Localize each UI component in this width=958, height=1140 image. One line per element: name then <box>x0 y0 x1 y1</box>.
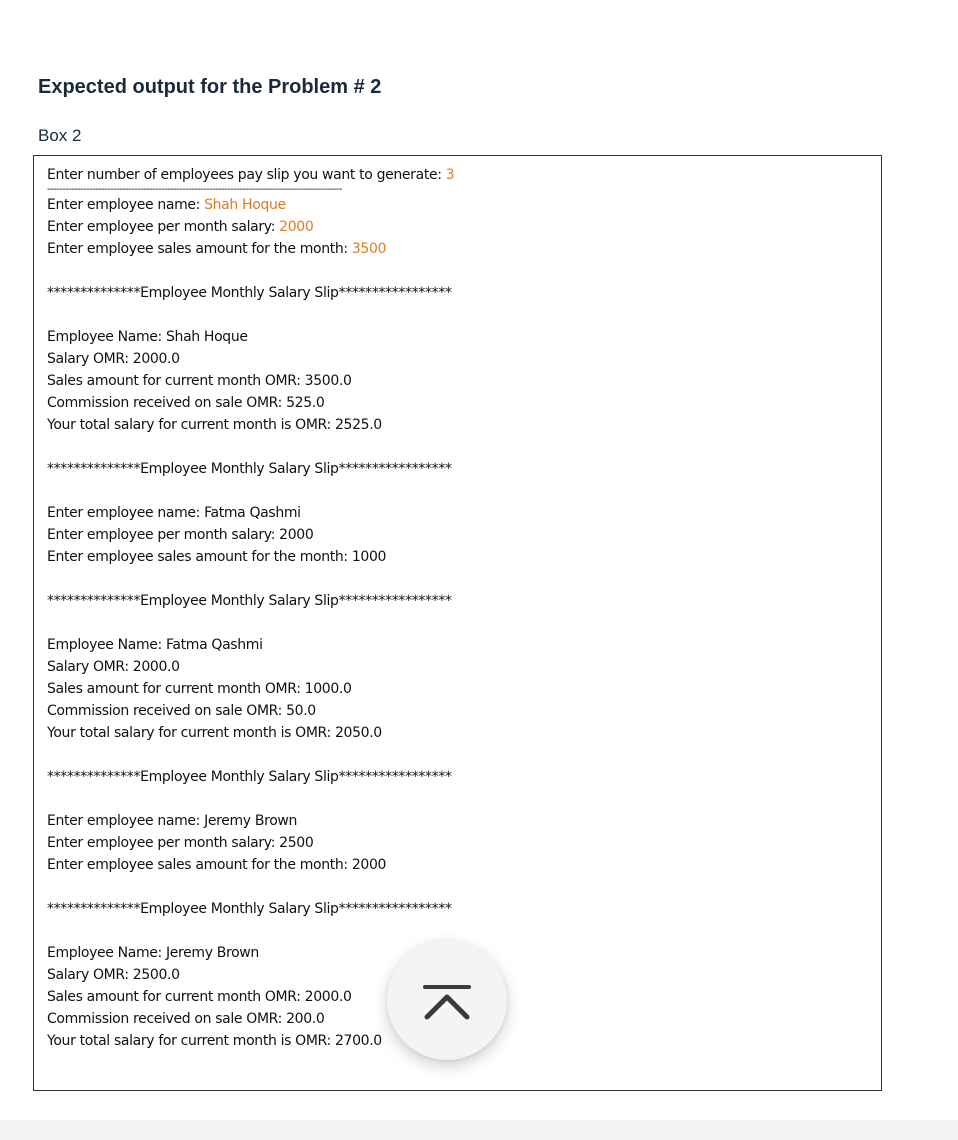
blank-line <box>47 304 868 326</box>
salary-input-value: 2000 <box>279 219 314 235</box>
salary-slip-banner: **************Employee Monthly Salary Slip***************** <box>47 901 452 917</box>
sales-input-value: 3500 <box>351 241 387 257</box>
employee-sales-prompt-line <box>47 854 868 876</box>
sales-prompt: Enter employee sales amount for the month: <box>47 549 352 565</box>
name-prompt: Enter employee name: <box>47 813 205 829</box>
sales-input-value: 2000 <box>351 857 387 873</box>
employee-name-prompt-line <box>47 194 868 216</box>
page-heading: Expected output for the Problem # 2 <box>38 76 382 98</box>
salary-input-value: 2500 <box>279 835 314 851</box>
blank-line <box>47 480 868 502</box>
blank-line <box>47 876 868 898</box>
salary-slip-banner: **************Employee Monthly Salary Slip***************** <box>47 769 452 785</box>
blank-line <box>47 436 868 458</box>
name-input-value: Shah Hoque <box>204 197 286 213</box>
scroll-to-top-button[interactable] <box>387 940 507 1060</box>
chevron-up-to-top-icon <box>387 940 507 1060</box>
salary-prompt: Enter employee per month salary: <box>47 219 280 235</box>
name-prompt: Enter employee name: <box>47 197 205 213</box>
sales-prompt: Enter employee sales amount for the month: <box>47 857 352 873</box>
name-input-value: Fatma Qashmi <box>204 505 301 521</box>
employee-name-prompt-line <box>47 502 868 524</box>
employee-sales-prompt-line <box>47 546 868 568</box>
blank-line <box>47 744 868 766</box>
employee-count-line <box>47 164 868 186</box>
footer-bar <box>0 1120 958 1140</box>
employee-sales-prompt-line <box>47 238 868 260</box>
employee-salary-prompt-line <box>47 832 868 854</box>
salary-prompt: Enter employee per month salary: <box>47 835 280 851</box>
slip-sales-amount: Sales amount for current month OMR: 1000.0 <box>47 681 352 697</box>
slip-employee-name: Employee Name: Jeremy Brown <box>47 945 259 961</box>
salary-prompt: Enter employee per month salary: <box>47 527 280 543</box>
name-input-value: Jeremy Brown <box>204 813 298 829</box>
blank-line <box>47 612 868 634</box>
slip-commission: Commission received on sale OMR: 200.0 <box>47 1011 325 1027</box>
slip-salary: Salary OMR: 2500.0 <box>47 967 180 983</box>
employee-name-prompt-line <box>47 810 868 832</box>
box-label: Box 2 <box>38 126 82 145</box>
salary-input-value: 2000 <box>279 527 314 543</box>
sales-input-value: 1000 <box>351 549 387 565</box>
slip-commission: Commission received on sale OMR: 50.0 <box>47 703 316 719</box>
blank-line <box>47 568 868 590</box>
count-prompt: Enter number of employees pay slip you want to generate: <box>47 167 446 183</box>
blank-line <box>47 260 868 282</box>
slip-total-salary: Your total salary for current month is OMR: 2525.0 <box>47 417 382 433</box>
slip-employee-name: Employee Name: Fatma Qashmi <box>47 637 263 653</box>
salary-slip-banner: **************Employee Monthly Salary Slip***************** <box>47 593 452 609</box>
name-prompt: Enter employee name: <box>47 505 205 521</box>
employee-salary-prompt-line <box>47 524 868 546</box>
count-input-value: 3 <box>445 167 455 183</box>
slip-sales-amount: Sales amount for current month OMR: 3500.0 <box>47 373 352 389</box>
slip-sales-amount: Sales amount for current month OMR: 2000.0 <box>47 989 352 1005</box>
salary-slip-banner: **************Employee Monthly Salary Slip***************** <box>47 461 452 477</box>
slip-commission: Commission received on sale OMR: 525.0 <box>47 395 325 411</box>
slip-total-salary: Your total salary for current month is OMR: 2700.0 <box>47 1033 382 1049</box>
employee-salary-prompt-line <box>47 216 868 238</box>
blank-line <box>47 920 868 942</box>
slip-total-salary: Your total salary for current month is OMR: 2050.0 <box>47 725 382 741</box>
separator-line: -------------------------------------------------------------------------------------------------- <box>47 186 342 194</box>
sales-prompt: Enter employee sales amount for the month: <box>47 241 352 257</box>
slip-salary: Salary OMR: 2000.0 <box>47 351 180 367</box>
slip-employee-name: Employee Name: Shah Hoque <box>47 329 248 345</box>
salary-slip-banner: **************Employee Monthly Salary Slip***************** <box>47 285 452 301</box>
blank-line <box>47 788 868 810</box>
slip-salary: Salary OMR: 2000.0 <box>47 659 180 675</box>
